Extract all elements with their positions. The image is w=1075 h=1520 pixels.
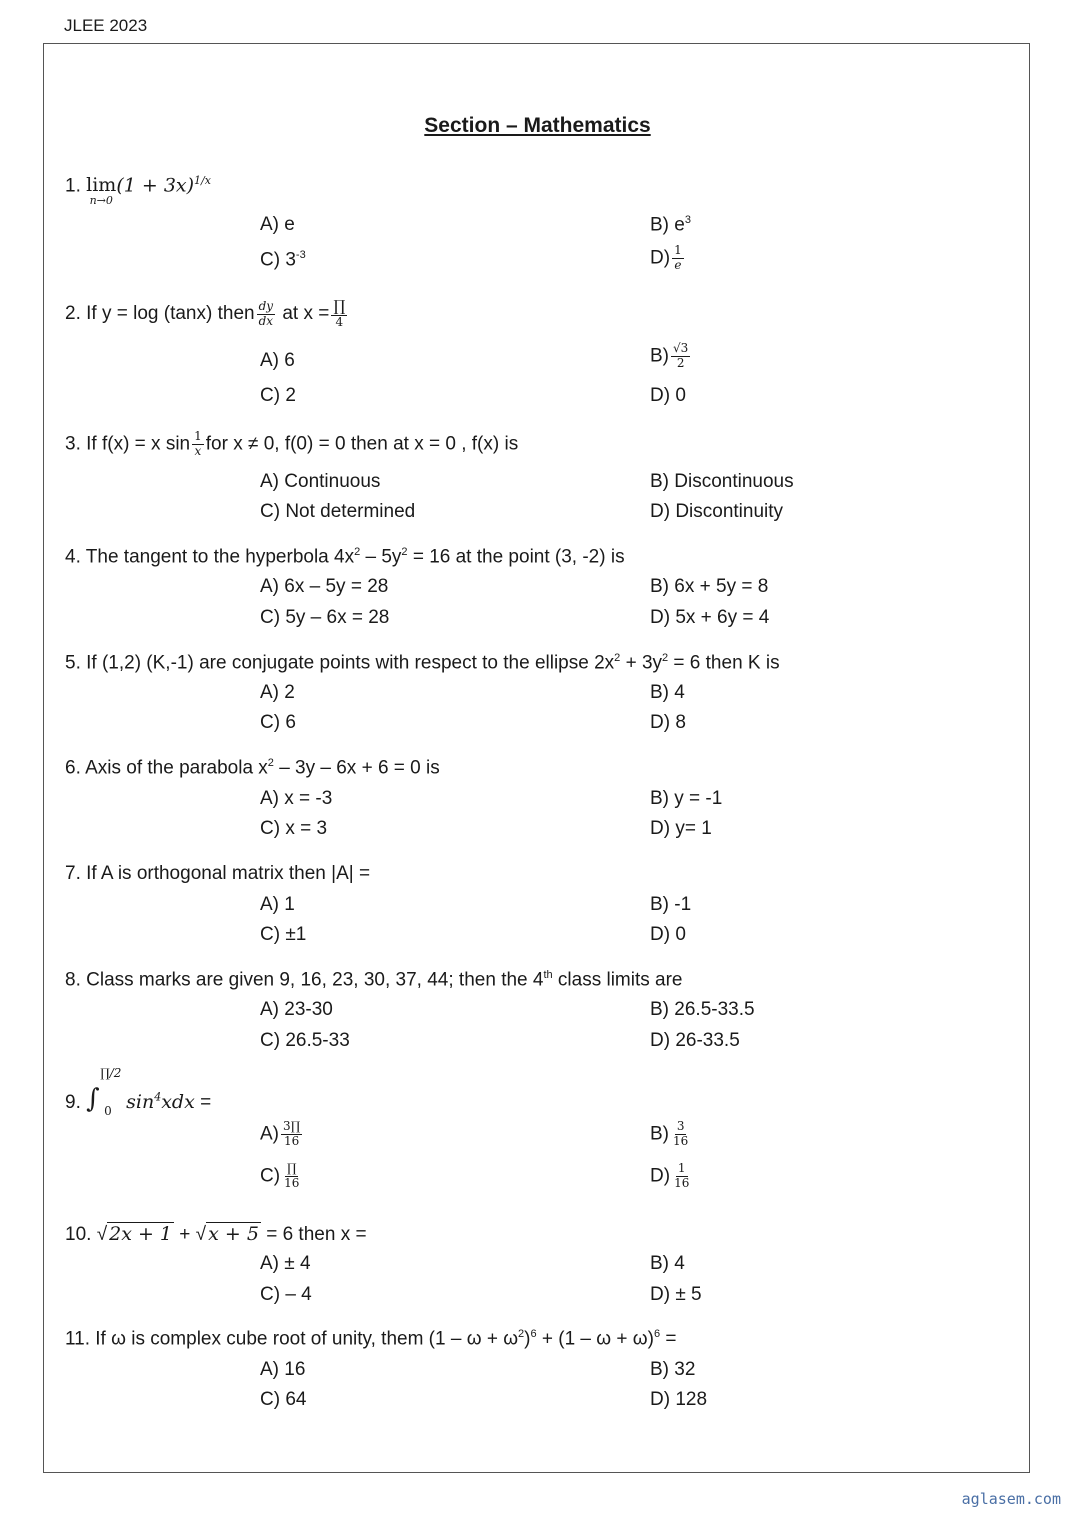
question-1: 1. lim n→0 $(1 + 3x)^{1/x}$ [65,174,211,207]
q9-option-c[interactable]: C) $\frac{\prod}{16}$ [260,1161,300,1190]
watermark-link[interactable]: aglasem.com [961,1490,1061,1508]
q5-option-a[interactable]: A) 2 [260,682,295,703]
question-9: 9. ∫ ∏/2 0 $\sin^4xdx$ = [65,1066,212,1118]
q5-option-d[interactable]: D) 8 [650,712,686,733]
q3-option-b[interactable]: B) Discontinuous [650,471,794,492]
q10-option-b[interactable]: B) 4 [650,1253,685,1274]
q2-option-a[interactable]: A) 6 [260,350,295,371]
q10-option-a[interactable]: A) ± 4 [260,1253,311,1274]
q1-option-a[interactable]: A) e [260,214,295,235]
q7-option-c[interactable]: C) ±1 [260,924,307,945]
section-title: Section – Mathematics [424,114,651,137]
q7-option-a[interactable]: A) 1 [260,894,295,915]
q9-option-b[interactable]: B) $\frac{3}{16}$ [650,1119,689,1148]
q6-option-a[interactable]: A) x = -3 [260,788,333,809]
integral-sign: ∫ ∏/2 0 [86,1066,122,1118]
q11-option-a[interactable]: A) 16 [260,1359,306,1380]
q1-option-d[interactable]: D) $\frac{1}{e}$ [650,243,682,272]
question-5: 5. If (1,2) (K,-1) are conjugate points with respect to the ellipse $2x^2 + 3y^2 = 6$ then K is [65,652,780,674]
q3-option-d[interactable]: D) Discontinuity [650,501,784,522]
q10-option-c[interactable]: C) – 4 [260,1284,312,1305]
q5-option-b[interactable]: B) 4 [650,682,685,703]
question-6: 6. Axis of the parabola $x^2 - 3y - 6x + 6 = 0$ is [65,757,440,779]
q11-option-d[interactable]: D) 128 [650,1389,708,1410]
q8-option-c[interactable]: C) 26.5-33 [260,1030,350,1051]
question-3: 3. If f(x) = x sin $\frac{1}{x}$ for x ≠ 0, f(0) = 0 then at x = 0 , f(x) is [65,429,519,458]
q3-option-c[interactable]: C) Not determined [260,501,416,522]
q3-option-a[interactable]: A) Continuous [260,471,381,492]
q9-option-a[interactable]: A) $\frac{3\prod}{16}$ [260,1119,301,1148]
q1-option-b[interactable]: B) $e^3$ [650,214,691,236]
q6-option-b[interactable]: B) y = -1 [650,788,723,809]
q11-option-c[interactable]: C) 64 [260,1389,307,1410]
q9-option-d[interactable]: D) $\frac{1}{16}$ [650,1161,690,1190]
q8-option-b[interactable]: B) 26.5-33.5 [650,999,755,1020]
q11-option-b[interactable]: B) 32 [650,1359,696,1380]
q7-option-b[interactable]: B) -1 [650,894,692,915]
question-7: 7. If A is orthogonal matrix then |A| = [65,863,371,884]
q10-option-d[interactable]: D) ± 5 [650,1284,702,1305]
q4-option-c[interactable]: C) 5y – 6x = 28 [260,607,390,628]
exam-header: JLEE 2023 [64,16,148,35]
q8-option-d[interactable]: D) 26-33.5 [650,1030,740,1051]
q6-option-c[interactable]: C) x = 3 [260,818,328,839]
q1-option-c[interactable]: C) $3^{-3}$ [260,249,306,271]
q7-option-d[interactable]: D) 0 [650,924,686,945]
question-4: 4. The tangent to the hyperbola $4x^2 - 5y^2 = 16$ at the point (3, -2) is [65,546,625,568]
q5-option-c[interactable]: C) 6 [260,712,296,733]
question-10: 10. √ 2x + 1 + √ x + 5 = 6 then x = [65,1223,367,1245]
question-11: 11. If ω is complex cube root of unity, them $(1 - \omega + \omega^2)^6 + (1 - \omega + \omega)^6$ = [65,1328,677,1350]
question-8: 8. Class marks are given 9, 16, 23, 30, 37, 44; then the 4th class limits are [65,969,683,991]
q4-option-d[interactable]: D) 5x + 6y = 4 [650,607,770,628]
q8-option-a[interactable]: A) 23-30 [260,999,333,1020]
q4-option-a[interactable]: A) 6x – 5y = 28 [260,576,389,597]
q2-option-b[interactable]: B) $\frac{√3}{2}$ [650,341,689,370]
q6-option-d[interactable]: D) y= 1 [650,818,712,839]
q2-option-c[interactable]: C) 2 [260,385,296,406]
q4-option-b[interactable]: B) 6x + 5y = 8 [650,576,769,597]
question-2: 2. If y = log (tanx) then $\frac{dy}{dx}$ at x = $\frac{\prod}{4}$ [65,297,346,330]
q2-option-d[interactable]: D) 0 [650,385,686,406]
